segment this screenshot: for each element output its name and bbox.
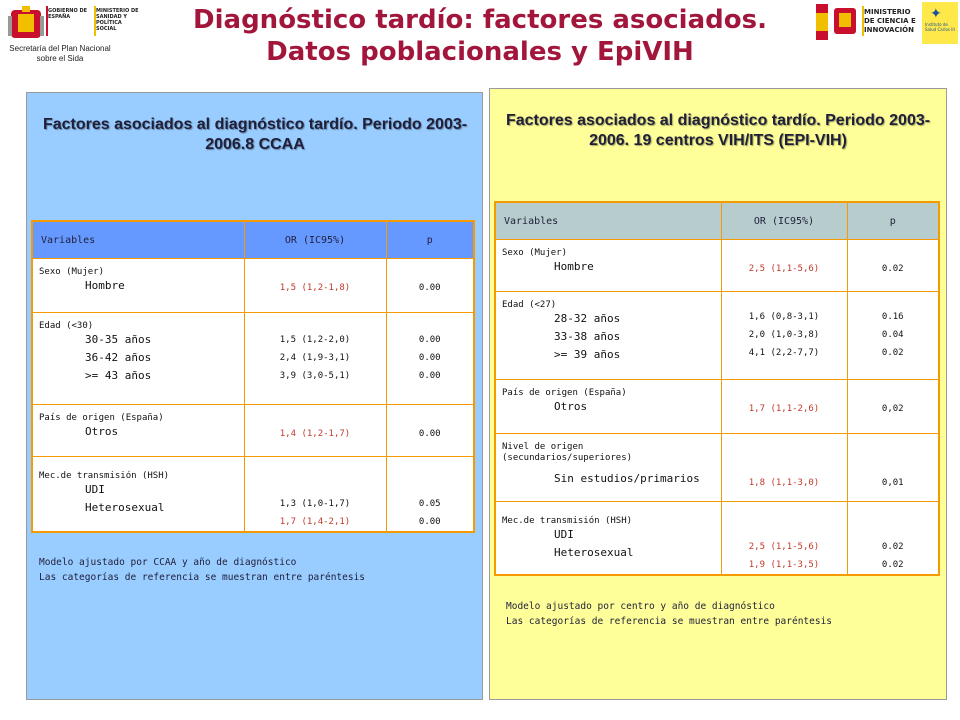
variable-label: Mec.de transmisión (HSH) — [502, 516, 633, 526]
table-header-row — [495, 202, 939, 240]
table-row — [495, 502, 939, 576]
gobierno-logo — [8, 2, 140, 44]
left-results-table — [31, 220, 475, 533]
ministerio-ciencia-text: MINISTERIO DE CIENCIA E INNOVACIÓN — [864, 8, 916, 34]
or-value: 1,7 (1,4-2,1) — [279, 517, 351, 527]
col-header-or: OR (IC95%) — [244, 221, 386, 259]
table-row — [32, 405, 474, 457]
table-row — [495, 380, 939, 434]
secretaria-label: Secretaría del Plan Nacional sobre el Sida — [9, 44, 111, 63]
title-line-2: Datos poblacionales y EpiVIH — [266, 37, 694, 67]
or-value: 1,9 (1,1-3,5) — [748, 560, 820, 570]
p-value: 0.00 — [418, 353, 441, 363]
table-row — [495, 434, 939, 502]
p-value: 0,02 — [881, 404, 904, 414]
variable-label: Edad (<27) — [502, 300, 557, 310]
or-value: 3,9 (3,0-5,1) — [279, 371, 351, 381]
or-value: 4,1 (2,2-7,7) — [748, 348, 820, 358]
isciii-icon: ✦ — [930, 6, 942, 22]
isciii-text: Instituto de Salud Carlos III — [925, 22, 955, 32]
or-value: 2,4 (1,9-3,1) — [279, 353, 351, 363]
or-value: 2,0 (1,0-3,8) — [748, 330, 820, 340]
or-value: 2,5 (1,1-5,6) — [748, 264, 820, 274]
category-label: 28-32 años — [554, 312, 621, 325]
p-value: 0.00 — [418, 517, 441, 527]
p-value: 0.02 — [881, 348, 904, 358]
variable-label: País de origen (España) — [39, 413, 164, 423]
p-value: 0,01 — [881, 478, 904, 488]
p-value: 0.00 — [418, 335, 441, 345]
isciii-logo — [922, 2, 958, 44]
or-value: 1,6 (0,8-3,1) — [748, 312, 820, 322]
page-title — [150, 4, 810, 68]
variable-label: Nivel de origen (secundarios/superiores) — [502, 442, 633, 463]
col-header-or: OR (IC95%) — [721, 202, 847, 240]
variable-label: Mec.de transmisión (HSH) — [39, 471, 170, 481]
left-notes — [39, 555, 365, 585]
category-label: Hombre — [554, 260, 594, 273]
p-value: 0.16 — [881, 312, 904, 322]
category-label: 30-35 años — [85, 333, 152, 346]
note-line: Las categorías de referencia se muestran entre paréntesis — [506, 616, 833, 627]
or-value: 1,8 (1,1-3,0) — [748, 478, 820, 488]
col-header-variables: Variables — [32, 221, 244, 259]
category-label: 33-38 años — [554, 330, 621, 343]
p-value: 0.02 — [881, 560, 904, 570]
flag-icon — [816, 4, 828, 40]
category-label: >= 39 años — [554, 348, 621, 361]
or-value: 2,5 (1,1-5,6) — [748, 542, 820, 552]
p-value: 0.00 — [418, 429, 441, 439]
right-results-table — [494, 201, 940, 576]
note-line: Las categorías de referencia se muestran entre paréntesis — [39, 572, 366, 583]
col-header-p: p — [386, 221, 474, 259]
coat-of-arms-icon — [8, 4, 44, 42]
or-value: 1,3 (1,0-1,7) — [279, 499, 351, 509]
category-label: >= 43 años — [85, 369, 152, 382]
variable-label: Sexo (Mujer) — [502, 248, 568, 258]
p-value: 0.02 — [881, 264, 904, 274]
or-value: 1,5 (1,2-1,8) — [279, 283, 351, 293]
variable-label: Edad (<30) — [39, 321, 94, 331]
right-panel — [489, 88, 947, 700]
or-value: 1,5 (1,2-2,0) — [279, 335, 351, 345]
category-label: UDI — [85, 483, 105, 496]
left-panel — [26, 92, 483, 700]
coat-of-arms-icon — [832, 4, 858, 38]
p-value: 0.00 — [418, 371, 441, 381]
category-label: UDI — [554, 528, 574, 541]
col-header-variables: Variables — [495, 202, 721, 240]
category-label: Heterosexual — [85, 501, 165, 514]
variable-label: País de origen (España) — [502, 388, 627, 398]
table-row — [32, 259, 474, 313]
right-panel-heading: Factores asociados al diagnóstico tardío. Periodo 2003-2006. 19 centros VIH/ITS (EPI-VIH) — [505, 112, 931, 149]
or-value: 1,7 (1,1-2,6) — [748, 404, 820, 414]
variable-label: Sexo (Mujer) — [39, 267, 105, 277]
table-row — [32, 457, 474, 533]
category-label: Hombre — [85, 279, 125, 292]
ministerio-ciencia-logo — [812, 0, 958, 48]
or-value: 1,4 (1,2-1,7) — [279, 429, 351, 439]
table-row — [32, 313, 474, 405]
p-value: 0.04 — [881, 330, 904, 340]
category-label: Heterosexual — [554, 546, 634, 559]
left-panel-heading: Factores asociados al diagnóstico tardío. Periodo 2003-2006.8 CCAA — [42, 116, 468, 153]
note-line: Modelo ajustado por centro y año de diagnóstico — [506, 601, 775, 612]
gobierno-text: GOBIERNO DE ESPAÑA — [48, 8, 88, 20]
right-notes — [506, 599, 832, 629]
title-line-1: Diagnóstico tardío: factores asociados. — [193, 5, 767, 35]
note-line: Modelo ajustado por CCAA y año de diagnóstico — [39, 557, 297, 568]
category-label: Otros — [554, 400, 588, 413]
category-label: 36-42 años — [85, 351, 152, 364]
p-value: 0.05 — [418, 499, 441, 509]
category-label: Otros — [85, 425, 119, 438]
col-header-p: p — [847, 202, 939, 240]
p-value: 0.00 — [418, 283, 441, 293]
category-label: Sin estudios/primarios — [554, 472, 700, 485]
table-header-row — [32, 221, 474, 259]
table-row — [495, 292, 939, 380]
ministerio-sanidad-text: MINISTERIO DE SANIDAD Y POLÍTICA SOCIAL — [96, 8, 139, 32]
p-value: 0.02 — [881, 542, 904, 552]
table-row — [495, 240, 939, 292]
